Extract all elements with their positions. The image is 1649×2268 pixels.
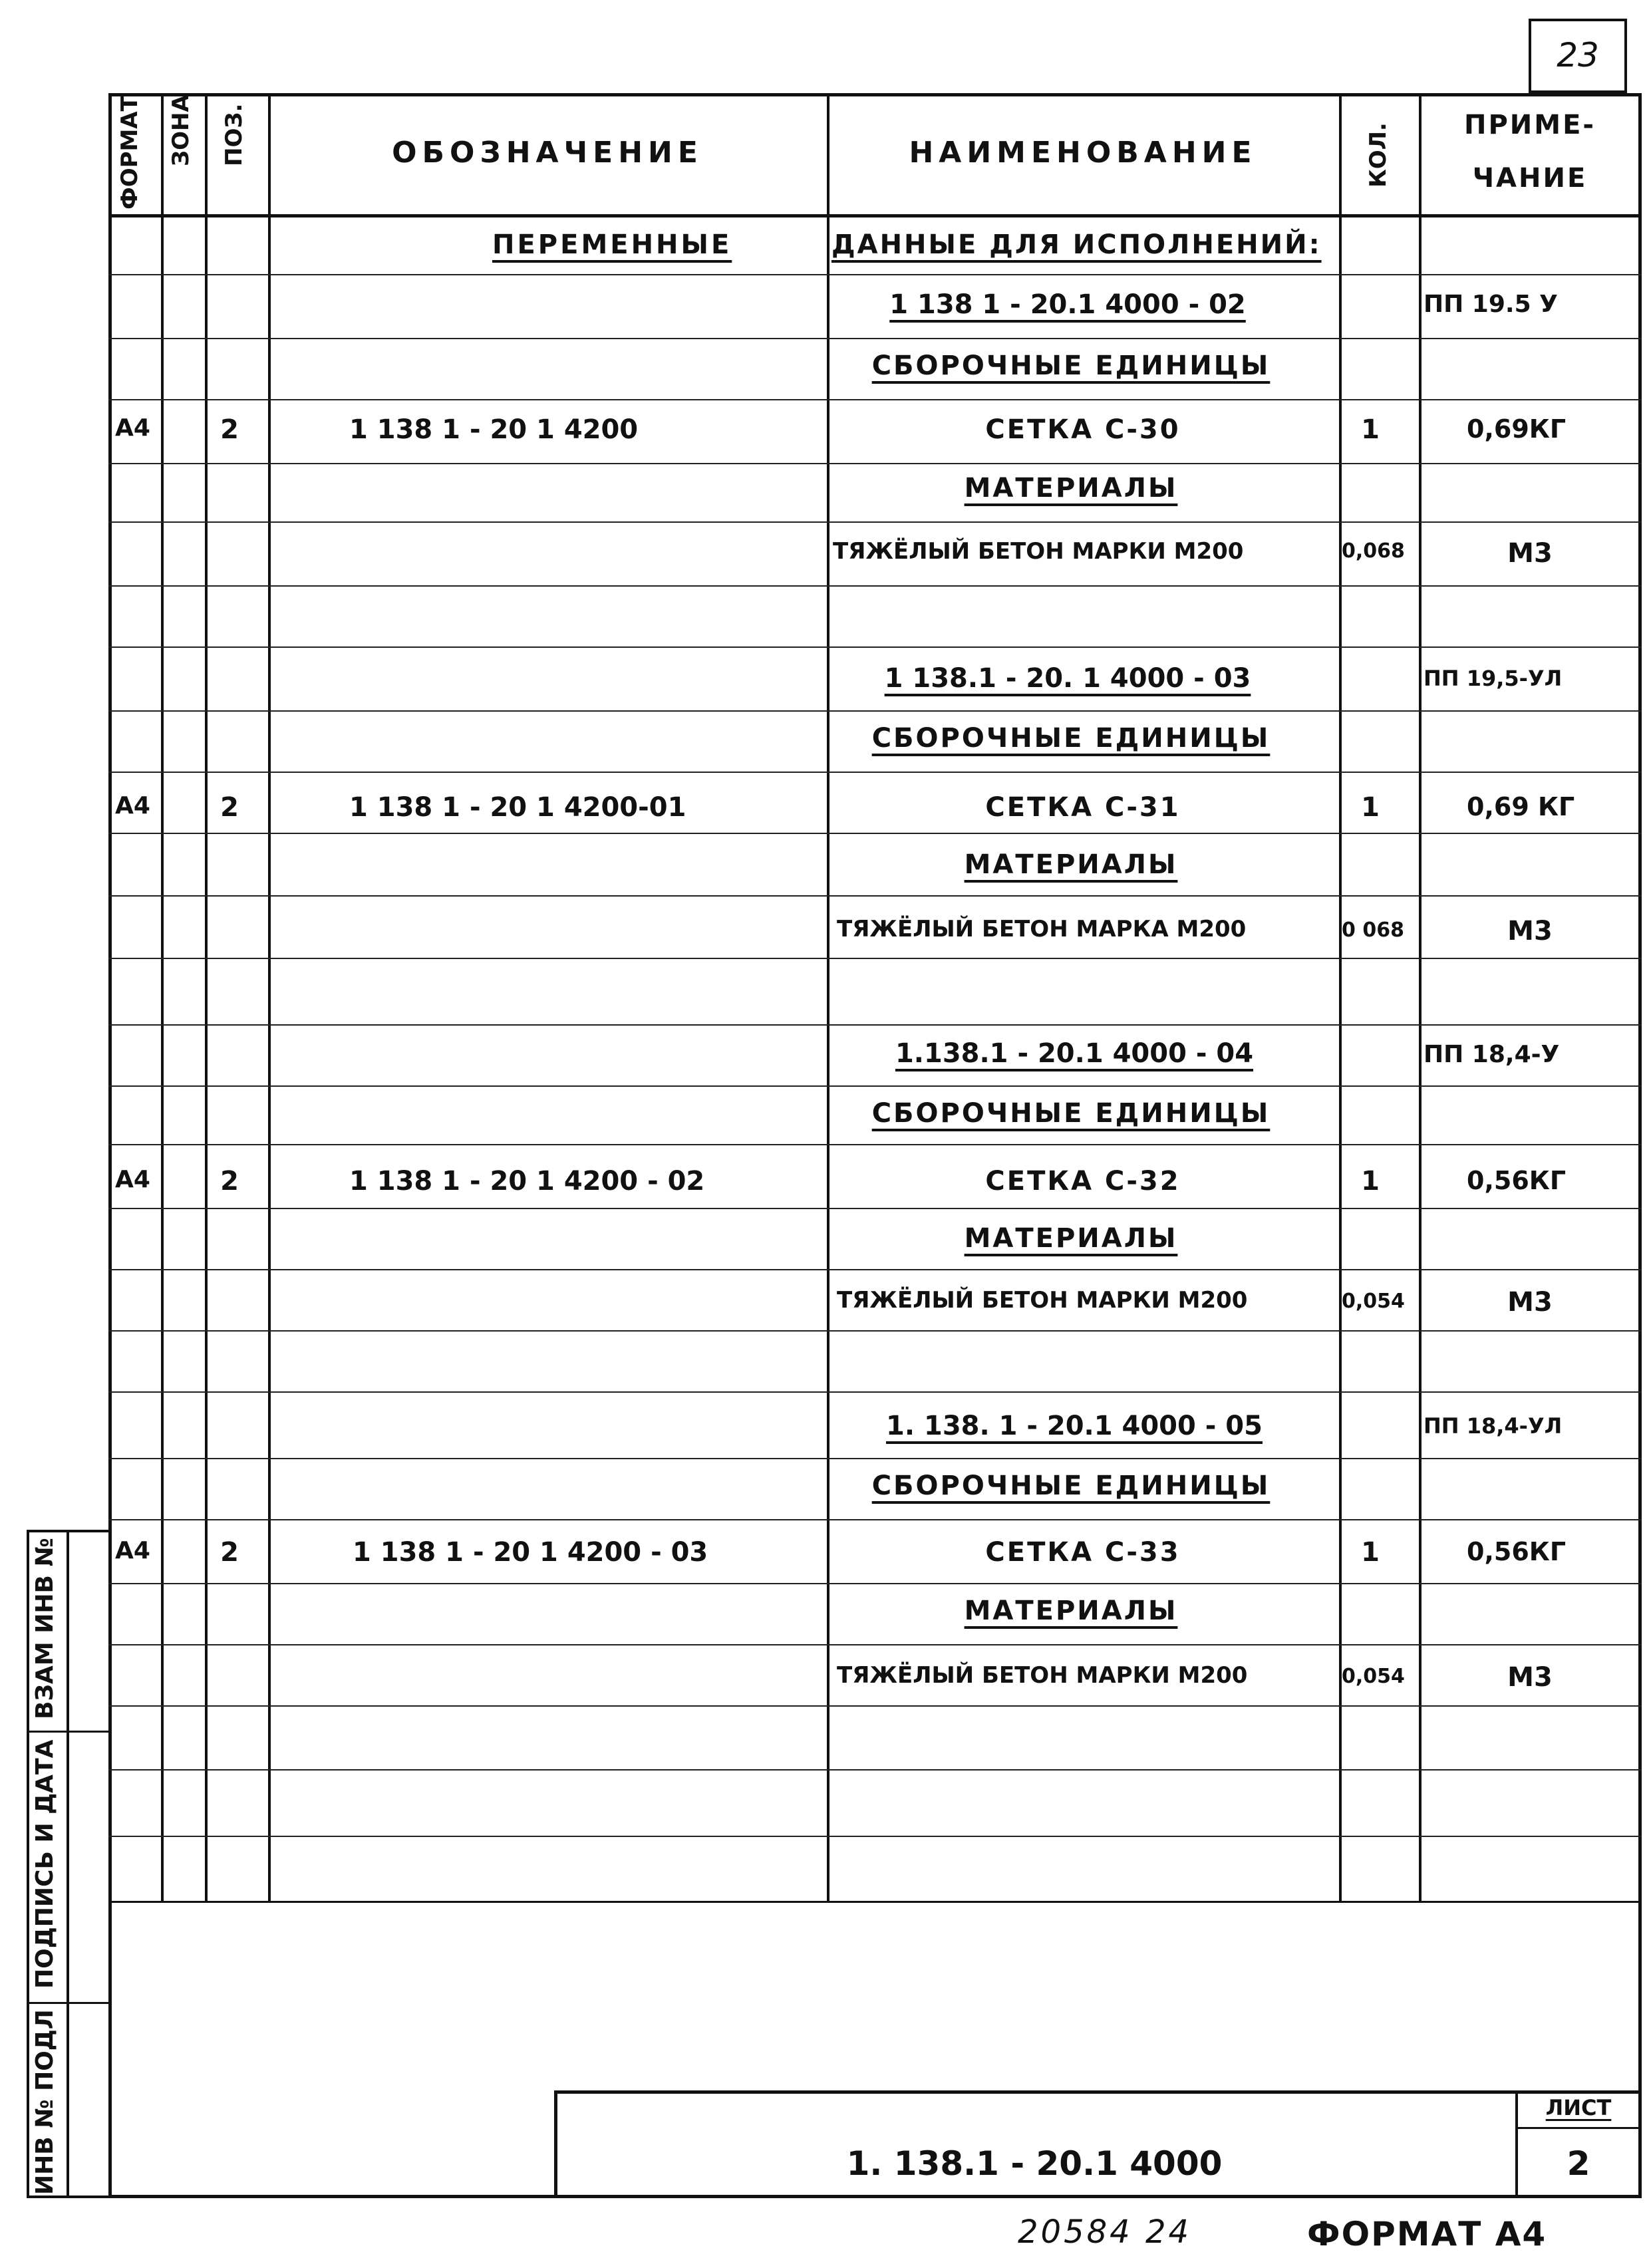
row-line [108, 463, 1642, 464]
assembly-units-heading: СБОРОЧНЫЕ ЕДИНИЦЫ [871, 1471, 1271, 1501]
item-designation: 1 138 1 - 20 1 4200-01 [349, 792, 686, 823]
assembly-units-heading: СБОРОЧНЫЕ ЕДИНИЦЫ [871, 351, 1271, 381]
side-stamp-line [27, 1731, 108, 1733]
table-bottom-line [108, 1901, 1642, 1903]
item-format: А4 [115, 792, 150, 819]
col-line-designation [268, 93, 271, 1902]
row-line [108, 274, 1642, 275]
item-name: СЕТКА С-31 [985, 792, 1181, 823]
material-qty: 0,054 [1342, 1665, 1405, 1688]
materials-heading: МАТЕРИАЛЫ [964, 473, 1178, 503]
row-line [108, 338, 1642, 339]
row-line [108, 1583, 1642, 1584]
item-format: А4 [115, 1537, 150, 1564]
page-number: 23 [1557, 36, 1599, 74]
material-unit: М3 [1507, 538, 1553, 569]
col-line-zone [161, 93, 164, 1902]
materials-heading: МАТЕРИАЛЫ [964, 849, 1178, 880]
item-designation: 1 138 1 - 20 1 4200 [349, 414, 639, 445]
row-line [108, 1705, 1642, 1707]
variant-doc-number: 1. 138. 1 - 20.1 4000 - 05 [886, 1411, 1263, 1441]
header-name: НАИМЕНОВАНИЕ [909, 136, 1257, 170]
title-block-sheet-number: 2 [1567, 2144, 1590, 2183]
row-line [108, 958, 1642, 959]
row-line [108, 1330, 1642, 1332]
materials-heading: МАТЕРИАЛЫ [964, 1596, 1178, 1626]
main-frame [108, 93, 1642, 2198]
row-line [108, 895, 1642, 897]
side-stamp-inv-orig: ИНВ № ПОДЛ [31, 2009, 59, 2195]
item-name: СЕТКА С-30 [985, 414, 1181, 445]
title-block-doc-number: 1. 138.1 - 20.1 4000 [846, 2144, 1223, 2183]
col-line-note [1419, 93, 1422, 1902]
row-line [108, 585, 1642, 587]
item-designation: 1 138 1 - 20 1 4200 - 02 [349, 1166, 705, 1197]
assembly-units-heading: СБОРОЧНЫЕ ЕДИНИЦЫ [871, 1098, 1271, 1129]
title-block-sheet-line [1515, 2127, 1642, 2129]
variant-doc-note: ПП 19,5-УЛ [1424, 666, 1563, 691]
variant-doc-number: 1 138 1 - 20.1 4000 - 02 [889, 289, 1246, 320]
row-line [108, 1085, 1642, 1087]
item-designation: 1 138 1 - 20 1 4200 - 03 [353, 1537, 708, 1568]
material-unit: М3 [1507, 916, 1553, 946]
row-line [108, 710, 1642, 712]
variable-data-left: ПЕРЕМЕННЫЕ [492, 229, 732, 260]
title-block-sheet-label: ЛИСТ [1545, 2095, 1612, 2120]
item-note: 0,69 КГ [1467, 792, 1575, 821]
row-line [108, 521, 1642, 523]
item-format: А4 [115, 414, 150, 442]
variant-doc-number: 1.138.1 - 20.1 4000 - 04 [895, 1038, 1254, 1069]
variant-doc-number: 1 138.1 - 20. 1 4000 - 03 [884, 663, 1251, 694]
item-qty: 1 [1361, 792, 1380, 823]
item-pos: 2 [220, 1166, 239, 1197]
header-note-line1: ПРИМЕ- [1464, 110, 1596, 140]
side-stamp-divider [67, 1530, 69, 2198]
row-line [108, 399, 1642, 400]
variant-doc-note: ПП 18,4-УЛ [1424, 1413, 1563, 1439]
row-line [108, 1644, 1642, 1645]
item-pos: 2 [220, 792, 239, 823]
assembly-units-heading: СБОРОЧНЫЕ ЕДИНИЦЫ [871, 723, 1271, 754]
row-line [108, 772, 1642, 773]
col-line-qty [1339, 93, 1342, 1902]
row-line [108, 1208, 1642, 1209]
col-line-name [827, 93, 829, 1902]
material-name: ТЯЖЁЛЫЙ БЕТОН МАРКИ М200 [837, 1287, 1248, 1314]
variable-data-right: ДАННЫЕ ДЛЯ ИСПОЛНЕНИЙ: [831, 229, 1322, 260]
material-name: ТЯЖЁЛЫЙ БЕТОН МАРКА М200 [837, 916, 1247, 942]
variant-doc-note: ПП 19.5 У [1424, 291, 1558, 318]
row-line [108, 1458, 1642, 1459]
materials-heading: МАТЕРИАЛЫ [964, 1223, 1178, 1254]
row-line [108, 1769, 1642, 1771]
item-note: 0,56КГ [1467, 1166, 1567, 1195]
footer-format-label: ФОРМАТ А4 [1307, 2215, 1547, 2253]
item-format: А4 [115, 1166, 150, 1193]
item-note: 0,69КГ [1467, 414, 1567, 444]
material-unit: М3 [1507, 1287, 1553, 1318]
row-line [108, 1836, 1642, 1837]
material-qty: 0,054 [1342, 1290, 1405, 1313]
side-stamp-signature-date: ПОДПИСЬ И ДАТА [31, 1739, 59, 1989]
title-block-sheet-divider [1515, 2090, 1518, 2198]
side-stamp-line [27, 2002, 108, 2004]
row-line [108, 1269, 1642, 1270]
item-qty: 1 [1361, 1166, 1380, 1197]
material-name: ТЯЖЁЛЫЙ БЕТОН МАРКИ М200 [837, 1662, 1248, 1689]
row-line [108, 1144, 1642, 1145]
item-pos: 2 [220, 1537, 239, 1568]
row-line [108, 646, 1642, 648]
header-format: ФОРМАТ [116, 96, 143, 210]
material-name: ТЯЖЁЛЫЙ БЕТОН МАРКИ М200 [833, 538, 1244, 565]
item-qty: 1 [1361, 414, 1380, 445]
item-qty: 1 [1361, 1537, 1380, 1568]
side-stamp-replace-inv: ВЗАМ ИНВ № [31, 1538, 59, 1719]
row-line [108, 1519, 1642, 1520]
header-designation: ОБОЗНАЧЕНИЕ [392, 136, 703, 170]
material-unit: М3 [1507, 1662, 1553, 1693]
footer-archive-number: 20584 24 [1018, 2213, 1192, 2251]
row-line [108, 1024, 1642, 1026]
header-pos: ПОЗ. [221, 103, 247, 166]
item-name: СЕТКА С-33 [985, 1537, 1181, 1568]
item-name: СЕТКА С-32 [985, 1166, 1181, 1197]
col-line-pos [205, 93, 208, 1902]
header-note-line2: ЧАНИЕ [1472, 163, 1588, 194]
variant-doc-note: ПП 18,4-У [1424, 1041, 1560, 1068]
material-qty: 0 068 [1342, 919, 1404, 942]
row-line [108, 833, 1642, 834]
item-pos: 2 [220, 414, 239, 445]
header-zone: ЗОНА [168, 94, 194, 166]
item-note: 0,56КГ [1467, 1537, 1567, 1566]
header-bottom-line [108, 214, 1642, 217]
row-line [108, 1391, 1642, 1393]
header-qty: КОЛ. [1365, 122, 1392, 188]
material-qty: 0,068 [1342, 539, 1405, 563]
